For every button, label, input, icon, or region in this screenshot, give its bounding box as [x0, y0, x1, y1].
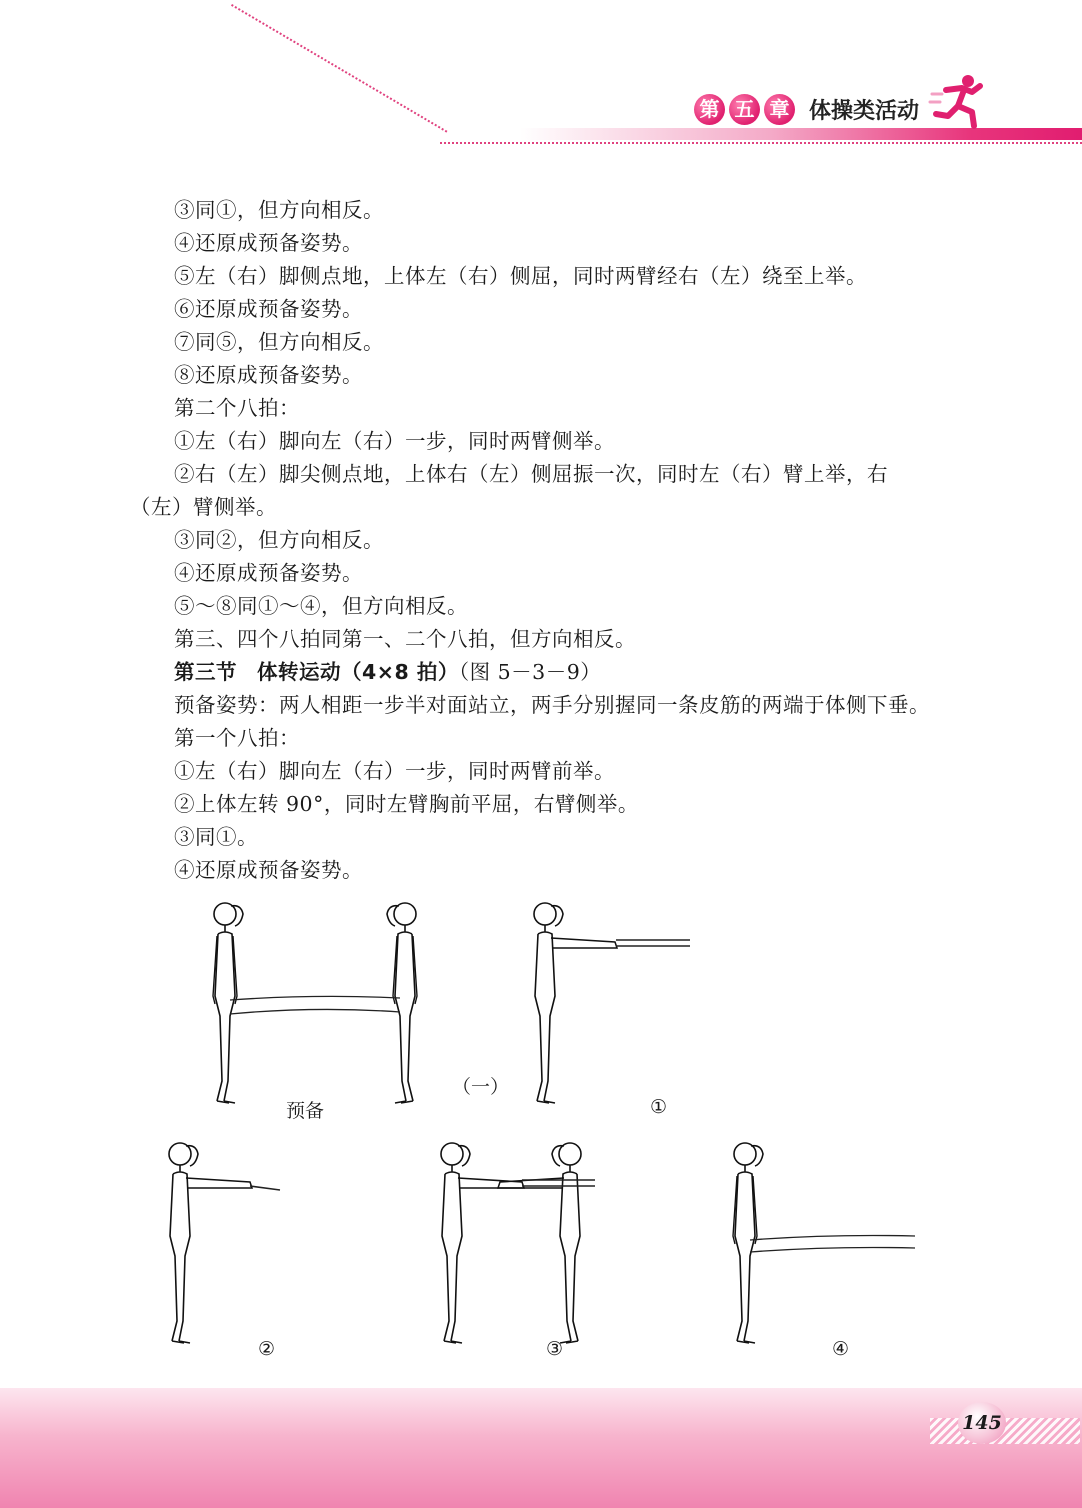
section-heading [174, 656, 601, 688]
exercise-figure [130, 888, 960, 1368]
figure-person [534, 903, 617, 1103]
section-number: 第三节 [174, 660, 237, 684]
figure-band [250, 1186, 280, 1190]
text-line: ①左（右）脚向左（右）一步，同时两臂侧举。 [174, 429, 615, 453]
figure-band [230, 996, 400, 1014]
text-line: ①左（右）脚向左（右）一步，同时两臂前举。 [174, 759, 615, 783]
figure-band [750, 1236, 915, 1253]
text-line: ③同①，但方向相反。 [174, 198, 384, 222]
text-line: 第二个八拍： [174, 396, 300, 420]
header-dotted-diagonal [231, 4, 447, 133]
figure-caption: ② [258, 1338, 276, 1360]
text-line: 预备姿势：两人相距一步半对面站立，两手分别握同一条皮筋的两端于体侧下垂。 [174, 693, 930, 717]
runner-icon [928, 72, 992, 130]
chapter-char-1: 第 [694, 94, 725, 125]
figure-person [387, 903, 417, 1103]
text-line: ③同①。 [174, 825, 258, 849]
page-number: 145 [958, 1402, 1006, 1444]
header-dotted-line [440, 142, 1082, 144]
figure-caption: 预备 [286, 1100, 325, 1122]
text-line: ②右（左）脚尖侧点地，上体右（左）侧屈振一次，同时左（右）臂上举，右 [174, 462, 888, 486]
figure-caption: ④ [832, 1338, 850, 1360]
text-line: ⑦同⑤，但方向相反。 [174, 330, 384, 354]
text-line: 第三、四个八拍同第一、二个八拍，但方向相反。 [174, 627, 636, 651]
text-line: ⑧还原成预备姿势。 [174, 363, 363, 387]
figure-person [441, 1143, 524, 1343]
exercise-illustration [130, 888, 960, 1368]
text-line: ④还原成预备姿势。 [174, 231, 363, 255]
text-line: ③同②，但方向相反。 [174, 528, 384, 552]
figure-group-label: （一） [452, 1076, 510, 1098]
figure-person [213, 903, 243, 1103]
text-line: 第一个八拍： [174, 726, 300, 750]
text-line: ⑤左（右）脚侧点地，上体左（右）侧屈，同时两臂经右（左）绕至上举。 [174, 264, 867, 288]
figure-band [522, 1180, 595, 1186]
text-line: ④还原成预备姿势。 [174, 858, 363, 882]
text-line: ⑤～⑧同①～④，但方向相反。 [174, 594, 468, 618]
figure-caption: ① [650, 1096, 668, 1118]
text-line: （左）臂侧举。 [130, 495, 277, 519]
section-figure-ref: （图 5－3－9） [458, 660, 602, 684]
chapter-title: 体操类活动 [809, 98, 920, 124]
figure-person [498, 1143, 581, 1343]
figure-person [169, 1143, 252, 1343]
chapter-heading [694, 92, 919, 126]
figure-person [733, 1143, 763, 1343]
text-line: ⑥还原成预备姿势。 [174, 297, 363, 321]
text-line: ④还原成预备姿势。 [174, 561, 363, 585]
figure-band [616, 940, 690, 946]
text-line: ②上体左转 90°，同时左臂胸前平屈，右臂侧举。 [174, 792, 639, 816]
chapter-char-2: 五 [729, 94, 760, 125]
chapter-char-3: 章 [764, 94, 795, 125]
footer-band [0, 1388, 1082, 1508]
figure-caption: ③ [546, 1338, 564, 1360]
header-band [520, 128, 1082, 140]
section-title: 体转运动（4×8 拍） [257, 660, 459, 684]
